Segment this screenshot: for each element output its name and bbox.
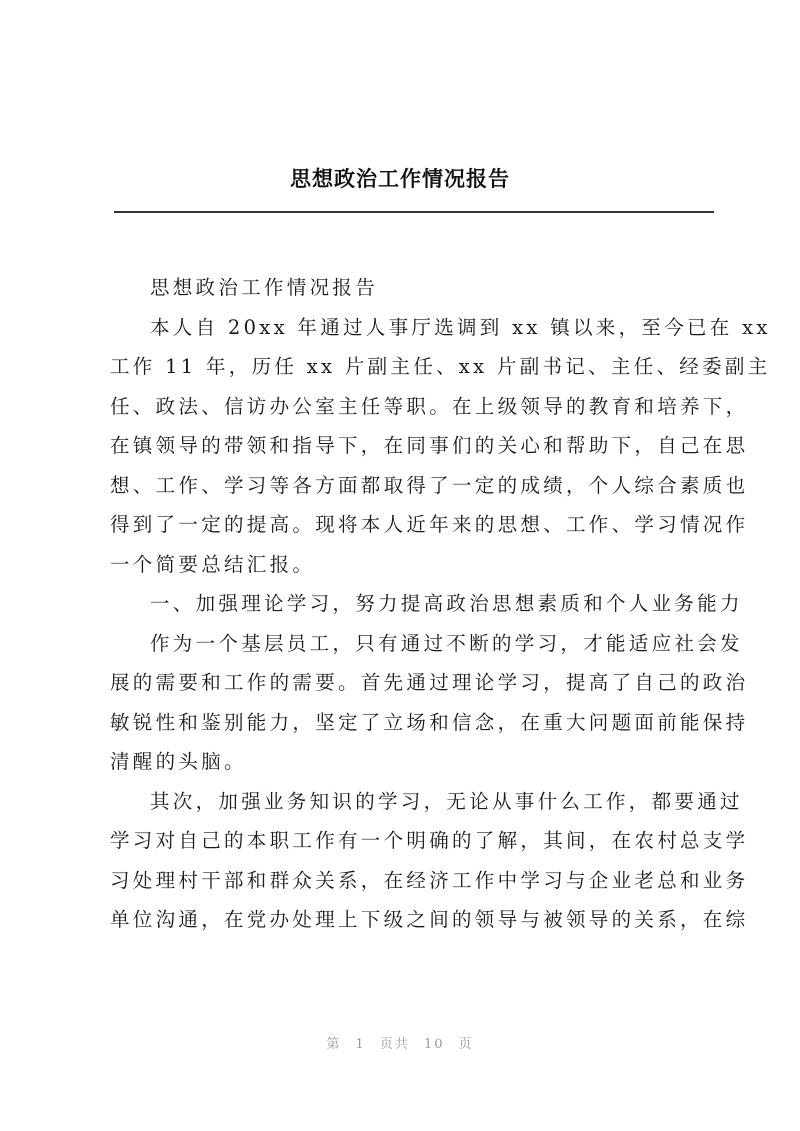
section-heading: 一、加强理论学习，努力提高政治思想素质和个人业务能力 <box>150 592 743 615</box>
title-divider <box>114 211 714 213</box>
document-title: 思想政治工作情况报告 <box>290 167 510 191</box>
body-line: 得到了一定的提高。现将本人近年来的思想、工作、学习情况作 <box>110 513 749 536</box>
body-line: 一个简要总结汇报。 <box>110 552 316 576</box>
body-line: 本人自 20xx 年通过人事厅选调到 xx 镇以来，至今已在 xx <box>150 315 771 339</box>
body-line: 想、工作、学习等各方面都取得了一定的成绩，个人综合素质也 <box>110 473 749 497</box>
body-line: 学习对自己的本职工作有一个明确的了解，其间，在农村总支学 <box>110 829 749 852</box>
page-number-footer: 第 1 页共 10 页 <box>326 1037 474 1052</box>
body-line: 任、政法、信访办公室主任等职。在上级领导的教育和培养下， <box>110 394 749 418</box>
body-line: 其次，加强业务知识的学习，无论从事什么工作，都要通过 <box>150 789 743 813</box>
document-body <box>110 268 771 940</box>
body-line: 单位沟通，在党办处理上下级之间的领导与被领导的关系，在综 <box>110 908 749 931</box>
body-line: 在镇领导的带领和指导下，在同事们的关心和帮助下，自己在思 <box>110 434 749 457</box>
body-line: 习处理村干部和群众关系，在经济工作中学习与企业老总和业务 <box>110 868 749 892</box>
body-line: 作为一个基层员工，只有通过不断的学习，才能适应社会发 <box>150 631 743 655</box>
body-line: 敏锐性和鉴别能力，坚定了立场和信念，在重大问题面前能保持 <box>110 710 749 734</box>
body-line: 清醒的头脑。 <box>110 750 247 773</box>
body-line: 展的需要和工作的需要。首先通过理论学习，提高了自己的政治 <box>110 671 749 694</box>
body-line: 工作 11 年，历任 xx 片副主任、xx 片副书记、主任、经委副主 <box>110 355 771 378</box>
body-line: 思想政治工作情况报告 <box>150 276 379 299</box>
